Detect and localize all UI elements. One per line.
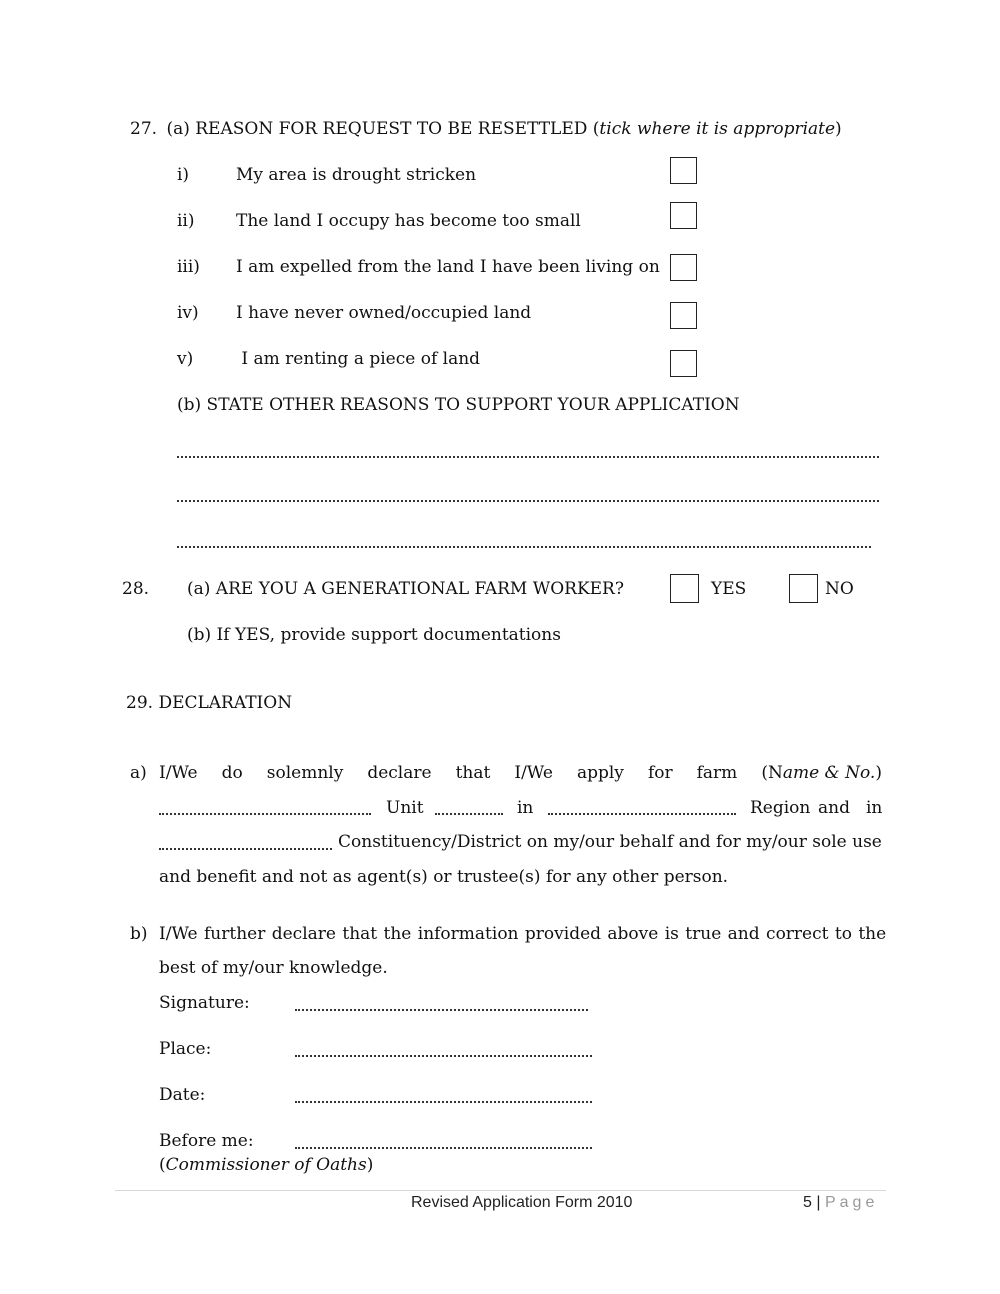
word: I/We xyxy=(514,763,553,783)
no-label: NO xyxy=(825,579,854,599)
q27-other-reasons-heading: (b) STATE OTHER REASONS TO SUPPORT YOUR APPLICATION xyxy=(177,395,740,415)
footer-title: Revised Application Form 2010 xyxy=(411,1194,633,1211)
drought-checkbox[interactable] xyxy=(670,157,697,184)
q29-heading: 29. DECLARATION xyxy=(126,693,293,713)
signature-field[interactable] xyxy=(295,1009,588,1011)
option-label: I am renting a piece of land xyxy=(236,349,481,369)
other-reasons-line-1[interactable] xyxy=(177,456,879,458)
declaration-b-line-1: I/We further declare that the information provided above is true and correct to the xyxy=(159,924,887,944)
other-reasons-line-3[interactable] xyxy=(177,546,871,548)
word: ) xyxy=(875,763,882,783)
word: for xyxy=(647,763,673,783)
declaration-a-line-1 xyxy=(159,763,882,783)
word: declare xyxy=(367,763,432,783)
signature-label: Signature: xyxy=(159,993,250,1013)
page-number: 5 xyxy=(803,1194,812,1211)
page-word: Page xyxy=(824,1194,879,1211)
q27-heading-text: (a) REASON FOR REQUEST TO BE RESETTLED ( xyxy=(166,119,600,139)
other-reasons-line-2[interactable] xyxy=(177,500,879,502)
unit-field[interactable] xyxy=(435,813,503,815)
word: that xyxy=(455,763,491,783)
q27-heading xyxy=(130,119,842,139)
q28-question: (a) ARE YOU A GENERATIONAL FARM WORKER? xyxy=(187,579,624,599)
region-label: Region xyxy=(750,798,811,818)
word: I/We xyxy=(159,763,198,783)
option-label: The land I occupy has become too small xyxy=(236,211,581,231)
in-label: in xyxy=(517,798,534,818)
commissioner-field[interactable] xyxy=(295,1147,592,1149)
commissioner-text: Commissioner of Oaths xyxy=(165,1155,367,1175)
expelled-checkbox[interactable] xyxy=(670,254,697,281)
yes-label: YES xyxy=(711,579,747,599)
option-label: I have never owned/occupied land xyxy=(236,303,532,323)
q28-followup: (b) If YES, provide support documentations xyxy=(187,625,561,645)
declaration-a-marker: a) xyxy=(130,763,147,783)
land-too-small-checkbox[interactable] xyxy=(670,202,697,229)
footer-divider xyxy=(115,1190,886,1191)
constituency-text: Constituency/District on my/our behalf and for my/our sole use xyxy=(338,832,882,852)
farm-name-field[interactable] xyxy=(159,813,371,815)
declaration-b-line-2: best of my/our knowledge. xyxy=(159,958,388,978)
never-owned-checkbox[interactable] xyxy=(670,302,697,329)
farm-name-note xyxy=(761,763,882,783)
q27-heading-note: tick where it is appropriate xyxy=(599,119,836,139)
place-field[interactable] xyxy=(295,1055,592,1057)
before-me-label: Before me: xyxy=(159,1131,254,1151)
and-label: and xyxy=(818,798,850,818)
option-number: i) xyxy=(177,165,190,185)
no-checkbox[interactable] xyxy=(789,574,818,603)
date-label: Date: xyxy=(159,1085,206,1105)
word: (N xyxy=(761,763,783,783)
q28-number: 28. xyxy=(122,579,150,599)
q27-heading-close: ) xyxy=(835,119,842,139)
yes-checkbox[interactable] xyxy=(670,574,699,603)
option-number: ii) xyxy=(177,211,195,231)
option-label: My area is drought stricken xyxy=(236,165,477,185)
paren: ) xyxy=(366,1155,374,1175)
paren: ( xyxy=(159,1155,166,1175)
word: farm xyxy=(696,763,738,783)
word: do xyxy=(221,763,243,783)
declaration-a-line-4: and benefit and not as agent(s) or trustee(s) for any other person. xyxy=(159,867,729,887)
word: ame & No. xyxy=(782,763,876,783)
region-field[interactable] xyxy=(548,813,736,815)
unit-label: Unit xyxy=(386,798,424,818)
place-label: Place: xyxy=(159,1039,212,1059)
commissioner-caption xyxy=(159,1155,373,1175)
page-separator: | xyxy=(816,1194,821,1211)
renting-checkbox[interactable] xyxy=(670,350,697,377)
word: apply xyxy=(576,763,624,783)
in-label-2: in xyxy=(866,798,883,818)
declaration-b-marker: b) xyxy=(130,924,148,944)
constituency-field[interactable] xyxy=(159,848,332,850)
page-indicator xyxy=(803,1194,878,1212)
q27-number: 27. xyxy=(130,119,158,139)
option-number: iv) xyxy=(177,303,199,323)
date-field[interactable] xyxy=(295,1101,592,1103)
option-number: iii) xyxy=(177,257,200,277)
option-number: v) xyxy=(177,349,194,369)
word: solemnly xyxy=(266,763,344,783)
option-label: I am expelled from the land I have been living on xyxy=(236,257,660,277)
